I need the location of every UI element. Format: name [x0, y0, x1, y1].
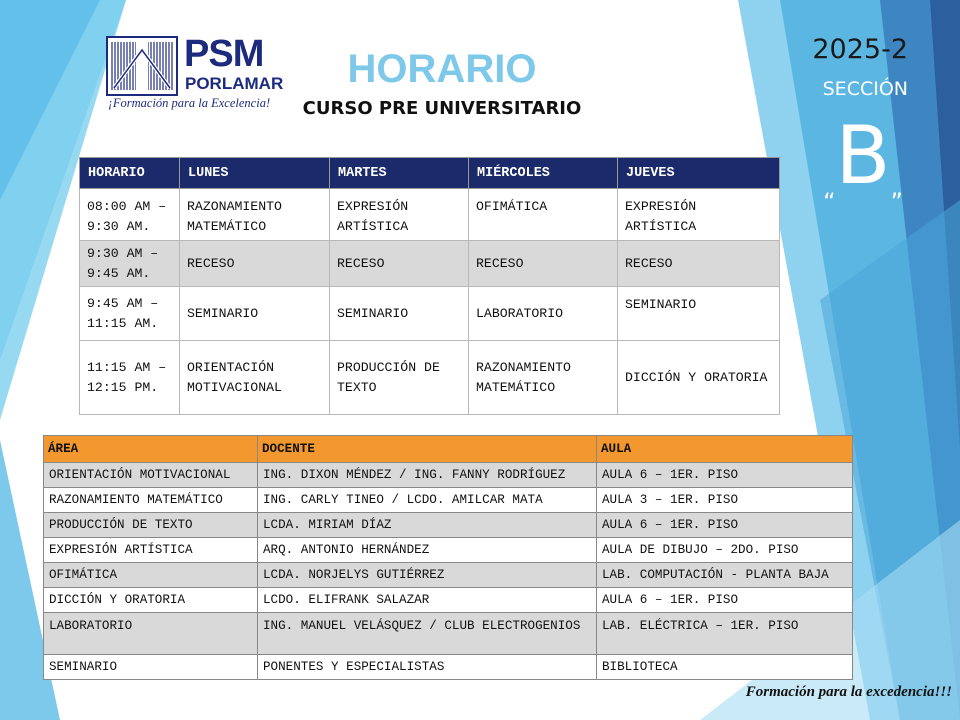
cell-time: 9:30 AM – 9:45 AM.	[80, 241, 180, 287]
cell-jueves: EXPRESIÓN ARTÍSTICA	[618, 189, 780, 241]
cell-area: ORIENTACIÓN MOTIVACIONAL	[44, 463, 258, 488]
cell-area: DICCIÓN Y ORATORIA	[44, 588, 258, 613]
cell-docente: LCDA. NORJELYS GUTIÉRREZ	[258, 563, 597, 588]
psm-emblem-icon	[106, 36, 178, 96]
footer-motto: Formación para la excedencia!!!	[745, 684, 952, 700]
col-header-lunes: LUNES	[180, 158, 330, 189]
cell-aula: AULA 6 – 1ER. PISO	[597, 588, 853, 613]
schedule-table	[79, 157, 780, 415]
cell-time: 08:00 AM – 9:30 AM.	[80, 189, 180, 241]
cell-docente: LCDA. MIRIAM DÍAZ	[258, 513, 597, 538]
cell-area: SEMINARIO	[44, 655, 258, 680]
schedule-header-row	[80, 158, 780, 189]
psm-logo	[106, 33, 284, 116]
cell-jueves: SEMINARIO	[618, 287, 780, 341]
cell-lunes: RECESO	[180, 241, 330, 287]
logo-slogan: ¡Formación para la Excelencia!	[108, 96, 271, 110]
cell-docente: ING. MANUEL VELÁSQUEZ / CLUB ELECTROGENIOS	[258, 613, 597, 655]
cell-lunes: ORIENTACIÓN MOTIVACIONAL	[180, 341, 330, 415]
cell-martes: EXPRESIÓN ARTÍSTICA	[330, 189, 469, 241]
staff-row	[44, 513, 853, 538]
staff-row	[44, 538, 853, 563]
cell-aula: AULA 6 – 1ER. PISO	[597, 463, 853, 488]
cell-aula: LAB. ELÉCTRICA – 1ER. PISO	[597, 613, 853, 655]
col-header-aula: AULA	[597, 436, 853, 463]
cell-aula: AULA 6 – 1ER. PISO	[597, 513, 853, 538]
cell-docente: ING. DIXON MÉNDEZ / ING. FANNY RODRÍGUEZ	[258, 463, 597, 488]
cell-docente: LCDO. ELIFRANK SALAZAR	[258, 588, 597, 613]
staff-table	[43, 435, 853, 680]
col-header-area: ÁREA	[44, 436, 258, 463]
staff-row	[44, 463, 853, 488]
cell-miercoles: RAZONAMIENTO MATEMÁTICO	[469, 341, 618, 415]
cell-time: 9:45 AM – 11:15 AM.	[80, 287, 180, 341]
cell-martes: RECESO	[330, 241, 469, 287]
cell-miercoles: OFIMÁTICA	[469, 189, 618, 241]
cell-area: PRODUCCIÓN DE TEXTO	[44, 513, 258, 538]
quote-close: ”	[890, 188, 903, 216]
cell-docente: ARQ. ANTONIO HERNÁNDEZ	[258, 538, 597, 563]
cell-aula: LAB. COMPUTACIÓN - PLANTA BAJA	[597, 563, 853, 588]
cell-area: OFIMÁTICA	[44, 563, 258, 588]
cell-miercoles: RECESO	[469, 241, 618, 287]
section-letter: B	[835, 109, 891, 202]
cell-area: LABORATORIO	[44, 613, 258, 655]
staff-row	[44, 488, 853, 513]
cell-martes: PRODUCCIÓN DE TEXTO	[330, 341, 469, 415]
col-header-docente: DOCENTE	[258, 436, 597, 463]
cell-area: EXPRESIÓN ARTÍSTICA	[44, 538, 258, 563]
staff-row	[44, 588, 853, 613]
schedule-row	[80, 287, 780, 341]
section-letter-badge	[818, 106, 908, 216]
period-label: 2025-2	[812, 34, 908, 65]
cell-aula: AULA DE DIBUJO – 2DO. PISO	[597, 538, 853, 563]
cell-miercoles: LABORATORIO	[469, 287, 618, 341]
quote-open: “	[823, 188, 836, 216]
cell-martes: SEMINARIO	[330, 287, 469, 341]
cell-docente: PONENTES Y ESPECIALISTAS	[258, 655, 597, 680]
page-subtitle: CURSO PRE UNIVERSITARIO	[302, 98, 582, 119]
cell-time: 11:15 AM – 12:15 PM.	[80, 341, 180, 415]
staff-header-row	[44, 436, 853, 463]
cell-aula: AULA 3 – 1ER. PISO	[597, 488, 853, 513]
logo-name: PSM	[184, 33, 264, 75]
section-label: SECCIÓN	[822, 78, 908, 100]
logo-city: PORLAMAR	[185, 74, 284, 93]
cell-docente: ING. CARLY TINEO / LCDO. AMILCAR MATA	[258, 488, 597, 513]
cell-aula: BIBLIOTECA	[597, 655, 853, 680]
cell-jueves: DICCIÓN Y ORATORIA	[618, 341, 780, 415]
staff-row	[44, 563, 853, 588]
staff-row	[44, 655, 853, 680]
col-header-miercoles: MIÉRCOLES	[469, 158, 618, 189]
cell-area: RAZONAMIENTO MATEMÁTICO	[44, 488, 258, 513]
schedule-row	[80, 189, 780, 241]
cell-lunes: SEMINARIO	[180, 287, 330, 341]
cell-jueves: RECESO	[618, 241, 780, 287]
staff-row	[44, 613, 853, 655]
cell-lunes: RAZONAMIENTO MATEMÁTICO	[180, 189, 330, 241]
col-header-horario: HORARIO	[80, 158, 180, 189]
col-header-jueves: JUEVES	[618, 158, 780, 189]
schedule-row	[80, 241, 780, 287]
page-title: HORARIO	[347, 47, 537, 91]
schedule-row	[80, 341, 780, 415]
col-header-martes: MARTES	[330, 158, 469, 189]
